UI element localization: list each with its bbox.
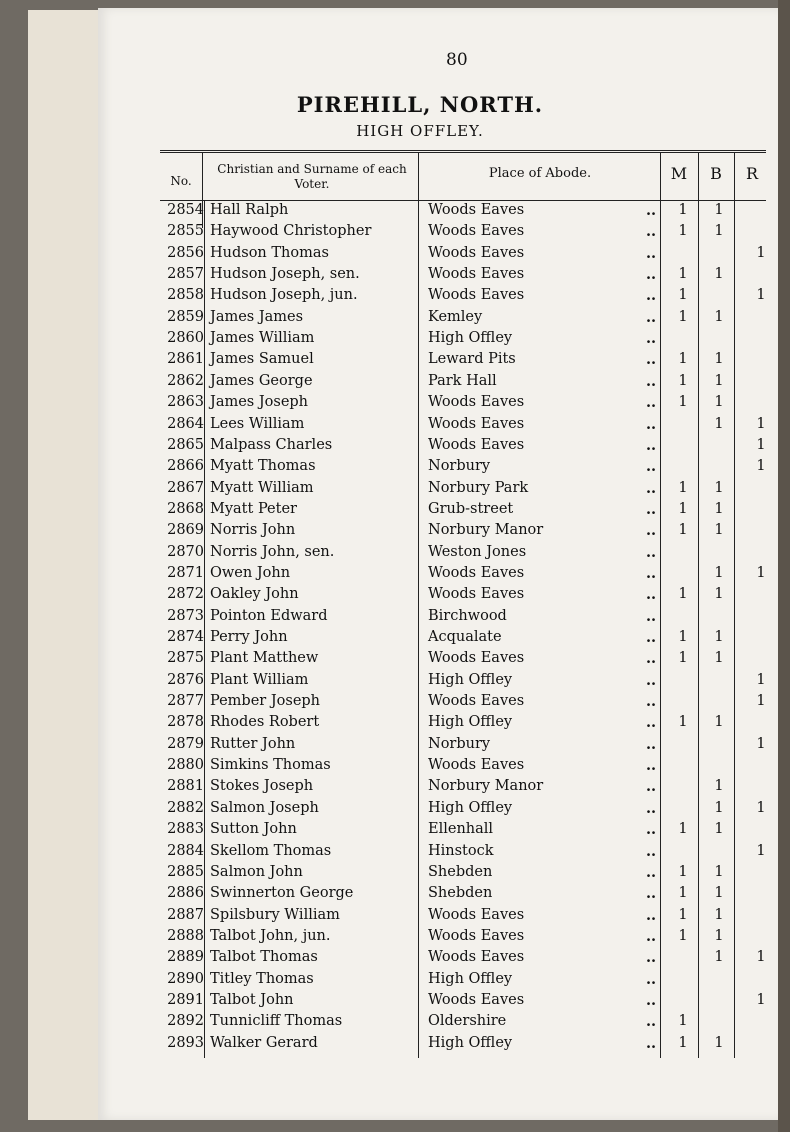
vote-b: 1	[714, 351, 724, 368]
place-of-abode: Shebden	[428, 863, 493, 880]
table-row	[160, 992, 770, 1013]
voter-name: Myatt William	[210, 479, 314, 496]
leader-dots: ..	[646, 330, 657, 348]
table-row	[160, 501, 770, 522]
header-m: M	[670, 164, 688, 183]
voter-number: 2879	[167, 735, 204, 752]
voter-name: Swinnerton George	[210, 885, 354, 902]
leader-dots: ..	[646, 586, 657, 604]
place-of-abode: Woods Eaves	[428, 202, 525, 218]
leader-dots: ..	[646, 927, 657, 945]
table-row	[160, 714, 770, 735]
book-spine	[778, 0, 790, 1132]
place-of-abode: High Offley	[428, 714, 513, 731]
table-row	[160, 373, 770, 394]
voter-number: 2889	[167, 949, 204, 966]
leader-dots: ..	[646, 757, 657, 775]
leader-dots: ..	[646, 351, 657, 369]
voter-name: James William	[210, 330, 315, 347]
voter-name: Sutton John	[210, 821, 297, 838]
vote-m: 1	[678, 223, 688, 240]
leader-dots: ..	[646, 266, 657, 284]
vote-b: 1	[714, 650, 724, 667]
table-row	[160, 971, 770, 992]
vote-b: 1	[714, 223, 724, 240]
voter-name: Plant William	[210, 671, 309, 688]
table-row	[160, 928, 770, 949]
header-r: R	[745, 164, 759, 183]
table-row	[160, 565, 770, 586]
page-subtitle: HIGH OFFLEY.	[356, 122, 484, 140]
leader-dots: ..	[646, 735, 657, 753]
vote-m: 1	[678, 863, 688, 880]
voter-number: 2867	[167, 479, 204, 496]
vote-m: 1	[678, 266, 688, 283]
voter-name: Hudson Joseph, jun.	[210, 287, 358, 304]
voter-number: 2891	[167, 991, 204, 1008]
vote-r: 1	[756, 671, 766, 688]
place-of-abode: Weston Jones	[428, 543, 527, 560]
place-of-abode: Hinstock	[428, 842, 494, 859]
vote-b: 1	[714, 586, 724, 603]
leader-dots: ..	[646, 372, 657, 390]
vote-m: 1	[678, 927, 688, 944]
place-of-abode: Ellenhall	[428, 821, 494, 838]
vote-r: 1	[756, 415, 766, 432]
table-row	[160, 586, 770, 607]
table-row	[160, 287, 770, 308]
place-of-abode: Woods Eaves	[428, 244, 525, 261]
table-row	[160, 608, 770, 629]
vote-m: 1	[678, 287, 688, 304]
place-of-abode: Woods Eaves	[428, 564, 525, 581]
voter-name: Malpass Charles	[210, 436, 333, 453]
voter-number: 2873	[167, 607, 204, 624]
leader-dots: ..	[646, 415, 657, 433]
vote-b: 1	[714, 522, 724, 539]
voter-number: 2855	[167, 223, 204, 240]
table-row	[160, 351, 770, 372]
table-row	[160, 629, 770, 650]
voter-name: Pointon Edward	[210, 607, 328, 624]
place-of-abode: Woods Eaves	[428, 223, 525, 240]
leader-dots: ..	[646, 863, 657, 881]
table-row	[160, 1013, 770, 1034]
table-row	[160, 202, 770, 223]
leader-dots: ..	[646, 436, 657, 454]
voter-number: 2866	[167, 458, 204, 475]
vote-b: 1	[714, 479, 724, 496]
place-of-abode: Park Hall	[428, 372, 497, 389]
leader-dots: ..	[646, 244, 657, 262]
table-top-rule	[160, 152, 766, 153]
place-of-abode: Norbury	[428, 735, 491, 752]
table-row	[160, 245, 770, 266]
vote-m: 1	[678, 394, 688, 411]
vote-m: 1	[678, 650, 688, 667]
voter-number: 2886	[167, 885, 204, 902]
vote-m: 1	[678, 586, 688, 603]
leader-dots: ..	[646, 842, 657, 860]
voter-number: 2854	[167, 202, 204, 218]
voter-name: Lees William	[210, 415, 305, 432]
header-no: No.	[170, 174, 192, 188]
vote-r: 1	[756, 458, 766, 475]
table-row	[160, 778, 770, 799]
voter-number: 2878	[167, 714, 204, 731]
header-name: Christian and Surname of each Voter.	[217, 162, 407, 191]
vote-m: 1	[678, 372, 688, 389]
vote-b: 1	[714, 885, 724, 902]
voter-number: 2881	[167, 778, 204, 795]
voter-name: Rhodes Robert	[210, 714, 320, 731]
table-row	[160, 821, 770, 842]
voter-name: Myatt Thomas	[210, 458, 316, 475]
place-of-abode: Woods Eaves	[428, 266, 525, 283]
table-row	[160, 480, 770, 501]
voter-number: 2890	[167, 970, 204, 987]
place-of-abode: Woods Eaves	[428, 927, 525, 944]
voter-number: 2872	[167, 586, 204, 603]
leader-dots: ..	[646, 991, 657, 1009]
voter-number: 2888	[167, 927, 204, 944]
leader-dots: ..	[646, 778, 657, 796]
table-row	[160, 416, 770, 437]
vote-b: 1	[714, 394, 724, 411]
leader-dots: ..	[646, 479, 657, 497]
vote-m: 1	[678, 479, 688, 496]
place-of-abode: Shebden	[428, 885, 493, 902]
place-of-abode: Kemley	[428, 308, 483, 325]
voter-number: 2860	[167, 330, 204, 347]
leader-dots: ..	[646, 650, 657, 668]
vote-m: 1	[678, 714, 688, 731]
vote-b: 1	[714, 906, 724, 923]
leader-dots: ..	[646, 799, 657, 817]
table-row	[160, 394, 770, 415]
leader-dots: ..	[646, 714, 657, 732]
vote-b: 1	[714, 266, 724, 283]
voter-name: James George	[210, 372, 313, 389]
place-of-abode: Woods Eaves	[428, 436, 525, 453]
place-of-abode: Woods Eaves	[428, 394, 525, 411]
table-row	[160, 330, 770, 351]
vote-r: 1	[756, 799, 766, 816]
voter-name: Simkins Thomas	[210, 757, 331, 774]
vote-r: 1	[756, 287, 766, 304]
vote-b: 1	[714, 500, 724, 517]
vote-r: 1	[756, 244, 766, 261]
table-row	[160, 800, 770, 821]
voter-name: Titley Thomas	[210, 970, 314, 987]
voter-number: 2885	[167, 863, 204, 880]
voter-name: Hudson Joseph, sen.	[210, 266, 360, 283]
voter-number: 2875	[167, 650, 204, 667]
place-of-abode: High Offley	[428, 671, 513, 688]
leader-dots: ..	[646, 970, 657, 988]
voter-name: Salmon Joseph	[210, 799, 319, 816]
place-of-abode: Acqualate	[428, 629, 502, 645]
leader-dots: ..	[646, 949, 657, 967]
vote-m: 1	[678, 500, 688, 517]
table-row	[160, 736, 770, 757]
table-row	[160, 672, 770, 693]
voter-name: Perry John	[210, 629, 288, 645]
place-of-abode: Grub-street	[428, 500, 514, 517]
vote-b: 1	[714, 415, 724, 432]
leader-dots: ..	[646, 607, 657, 625]
vote-b: 1	[714, 821, 724, 838]
leader-dots: ..	[646, 564, 657, 582]
place-of-abode: Oldershire	[428, 1013, 507, 1030]
vote-b: 1	[714, 863, 724, 880]
voter-name: Plant Matthew	[210, 650, 319, 667]
voter-name: Hall Ralph	[210, 202, 289, 218]
voter-name: Rutter John	[210, 735, 296, 752]
table-row	[160, 458, 770, 479]
voter-number: 2859	[167, 308, 204, 325]
vote-b: 1	[714, 564, 724, 581]
table-row	[160, 309, 770, 330]
leader-dots: ..	[646, 202, 657, 219]
voter-name: James Joseph	[210, 394, 309, 411]
voter-number: 2863	[167, 394, 204, 411]
place-of-abode: Leward Pits	[428, 351, 516, 368]
vote-m: 1	[678, 522, 688, 539]
place-of-abode: High Offley	[428, 330, 513, 347]
table-row	[160, 864, 770, 885]
voter-number: 2858	[167, 287, 204, 304]
voter-number: 2862	[167, 372, 204, 389]
table-row	[160, 693, 770, 714]
voter-number: 2871	[167, 564, 204, 581]
header-place: Place of Abode.	[488, 166, 592, 181]
vote-m: 1	[678, 821, 688, 838]
voter-name: Norris John	[210, 522, 296, 539]
vote-b: 1	[714, 714, 724, 731]
leader-dots: ..	[646, 458, 657, 476]
leader-dots: ..	[646, 500, 657, 518]
voter-name: Oakley John	[210, 586, 299, 603]
leader-dots: ..	[646, 1013, 657, 1031]
vote-m: 1	[678, 885, 688, 902]
voter-number: 2892	[167, 1013, 204, 1030]
vote-m: 1	[678, 308, 688, 325]
table-row	[160, 885, 770, 906]
voter-name: Stokes Joseph	[210, 778, 314, 795]
vote-b: 1	[714, 949, 724, 966]
place-of-abode: Woods Eaves	[428, 757, 525, 774]
table-row	[160, 544, 770, 565]
voter-name: Hudson Thomas	[210, 244, 329, 261]
voter-name: Skellom Thomas	[210, 842, 332, 859]
vote-r: 1	[756, 693, 766, 710]
place-of-abode: Norbury Manor	[428, 778, 544, 795]
voter-number: 2877	[167, 693, 204, 710]
table-row	[160, 437, 770, 458]
voter-number: 2857	[167, 266, 204, 283]
voter-name: Talbot Thomas	[210, 949, 318, 966]
voter-number: 2883	[167, 821, 204, 838]
voter-name: James Samuel	[210, 351, 314, 368]
vote-r: 1	[756, 949, 766, 966]
voter-name: James James	[210, 308, 304, 325]
place-of-abode: Woods Eaves	[428, 415, 525, 432]
vote-m: 1	[678, 1013, 688, 1030]
voter-number: 2884	[167, 842, 204, 859]
place-of-abode: Woods Eaves	[428, 991, 525, 1008]
vote-b: 1	[714, 799, 724, 816]
place-of-abode: High Offley	[428, 1034, 513, 1051]
voter-number: 2869	[167, 522, 204, 539]
voter-name: Myatt Peter	[210, 500, 297, 517]
voter-name: Talbot John	[210, 991, 294, 1008]
place-of-abode: Woods Eaves	[428, 650, 525, 667]
vote-b: 1	[714, 1034, 724, 1051]
vote-r: 1	[756, 564, 766, 581]
voter-number: 2882	[167, 799, 204, 816]
vote-b: 1	[714, 372, 724, 389]
place-of-abode: Woods Eaves	[428, 287, 525, 304]
voter-number: 2893	[167, 1034, 204, 1051]
vote-b: 1	[714, 629, 724, 645]
vote-m: 1	[678, 629, 688, 645]
table-row	[160, 522, 770, 543]
vote-b: 1	[714, 308, 724, 325]
voter-name: Norris John, sen.	[210, 543, 335, 560]
table-top-rule	[160, 150, 766, 151]
voter-name: Owen John	[210, 564, 291, 581]
leader-dots: ..	[646, 223, 657, 241]
table-row	[160, 650, 770, 671]
voter-name: Salmon John	[210, 863, 303, 880]
voter-number: 2876	[167, 671, 204, 688]
place-of-abode: Woods Eaves	[428, 693, 525, 710]
vote-m: 1	[678, 202, 688, 218]
leader-dots: ..	[646, 522, 657, 540]
voter-number: 2856	[167, 244, 204, 261]
voter-name: Tunnicliff Thomas	[210, 1013, 343, 1030]
voter-name: Spilsbury William	[210, 906, 340, 923]
vote-b: 1	[714, 778, 724, 795]
leader-dots: ..	[646, 693, 657, 711]
vote-b: 1	[714, 927, 724, 944]
table-row	[160, 843, 770, 864]
table-row	[160, 223, 770, 244]
place-of-abode: Woods Eaves	[428, 586, 525, 603]
vote-r: 1	[756, 735, 766, 752]
leader-dots: ..	[646, 906, 657, 924]
vote-m: 1	[678, 906, 688, 923]
leader-dots: ..	[646, 885, 657, 903]
leader-dots: ..	[646, 821, 657, 839]
leader-dots: ..	[646, 1034, 657, 1052]
voter-number: 2861	[167, 351, 204, 368]
place-of-abode: Norbury Manor	[428, 522, 544, 539]
voter-name: Walker Gerard	[210, 1034, 318, 1051]
vote-r: 1	[756, 842, 766, 859]
leader-dots: ..	[646, 287, 657, 305]
place-of-abode: Norbury Park	[428, 479, 529, 496]
voter-number: 2864	[167, 415, 204, 432]
voter-name: Haywood Christopher	[210, 223, 372, 240]
voter-name: Pember Joseph	[210, 693, 321, 710]
voter-number: 2868	[167, 500, 204, 517]
leader-dots: ..	[646, 308, 657, 326]
voter-name: Talbot John, jun.	[210, 927, 331, 944]
table-row	[160, 266, 770, 287]
table-row	[160, 907, 770, 928]
header-bottom-rule	[160, 200, 766, 201]
leader-dots: ..	[646, 394, 657, 412]
place-of-abode: High Offley	[428, 799, 513, 816]
header-b: B	[710, 164, 722, 183]
leader-dots: ..	[646, 543, 657, 561]
voter-number: 2865	[167, 436, 204, 453]
vote-m: 1	[678, 1034, 688, 1051]
leader-dots: ..	[646, 671, 657, 689]
voter-number: 2887	[167, 906, 204, 923]
vote-b: 1	[714, 202, 724, 218]
place-of-abode: High Offley	[428, 970, 513, 987]
leader-dots: ..	[646, 629, 657, 646]
vote-m: 1	[678, 351, 688, 368]
table-row	[160, 949, 770, 970]
page-edges	[72, 10, 99, 1120]
table-row	[160, 757, 770, 778]
voter-number: 2870	[167, 543, 204, 560]
voter-number: 2874	[167, 629, 204, 645]
vote-r: 1	[756, 991, 766, 1008]
vote-r: 1	[756, 436, 766, 453]
page-number: 80	[446, 50, 468, 70]
page-title: PIREHILL, NORTH.	[296, 92, 544, 117]
place-of-abode: Norbury	[428, 458, 491, 475]
place-of-abode: Woods Eaves	[428, 906, 525, 923]
place-of-abode: Woods Eaves	[428, 949, 525, 966]
table-row	[160, 1035, 770, 1056]
voter-number: 2880	[167, 757, 204, 774]
place-of-abode: Birchwood	[428, 607, 507, 624]
